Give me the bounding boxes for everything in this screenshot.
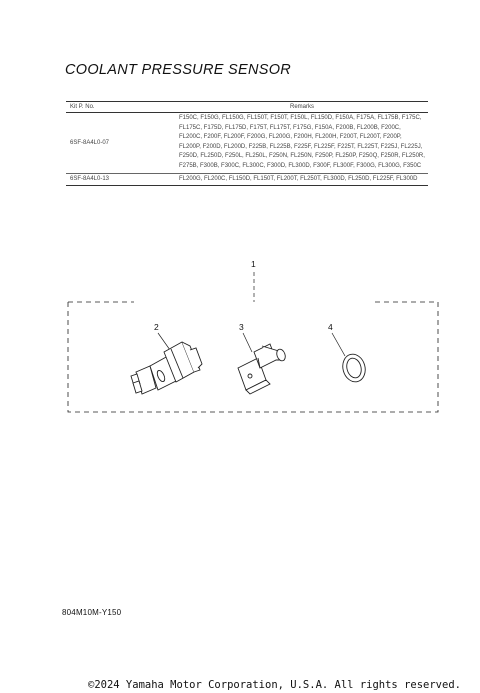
kit-part-number: 6SF-8A4L0-13 bbox=[66, 173, 176, 186]
callout-3: 3 bbox=[239, 322, 244, 332]
header-remarks: Remarks bbox=[176, 102, 428, 113]
leader-line-2 bbox=[158, 333, 170, 350]
kit-part-number: 6SF-8A4L0-07 bbox=[66, 113, 176, 174]
page-code: 804M10M-Y150 bbox=[62, 608, 122, 617]
callout-2: 2 bbox=[154, 322, 159, 332]
kit-remarks: FL200G, FL200C, FL150D, FL150T, FL200T, FL250T, FL300D, FL250D, FL225F, FL300D bbox=[176, 173, 428, 186]
leader-line-3 bbox=[243, 333, 252, 352]
callout-1: 1 bbox=[251, 259, 256, 269]
callout-4: 4 bbox=[328, 322, 333, 332]
gasket-part-illustration bbox=[340, 352, 368, 385]
group-outline bbox=[68, 302, 438, 412]
header-kit-part-no: Kit P. No. bbox=[66, 102, 176, 113]
kit-remarks: F150C, F150G, FL150G, FL150T, F150T, F150L, FL150D, F150A, F175A, FL175B, F175C, FL175C, F175D, FL175D, F175T, FL175T, F175G, F150A, F200B, FL200B, F200C, FL200C, F200F, FL200F, F200G, FL200G, F200H, FL200H, F200T, FL200T, F200P, FL200P, F200D, FL200D, F225B, FL225B, F225F, FL225F, F225T, FL225T, F225J, FL225J, F250D, FL250D, F250L, FL250L, F250N, FL250N, F250P, FL250P, F250Q, F250R, FL250R, F275B, F300B, F300C, FL300C, F300D, FL300D, F300F, FL300F, F300G, FL300G, F350C bbox=[176, 113, 428, 174]
adapter-part-illustration bbox=[238, 344, 287, 394]
sensor-part-illustration bbox=[131, 342, 202, 394]
copyright-notice: ©2024 Yamaha Motor Corporation, U.S.A. All rights reserved. bbox=[88, 679, 461, 691]
leader-line-4 bbox=[332, 333, 345, 356]
page-title: COOLANT PRESSURE SENSOR bbox=[65, 62, 292, 78]
